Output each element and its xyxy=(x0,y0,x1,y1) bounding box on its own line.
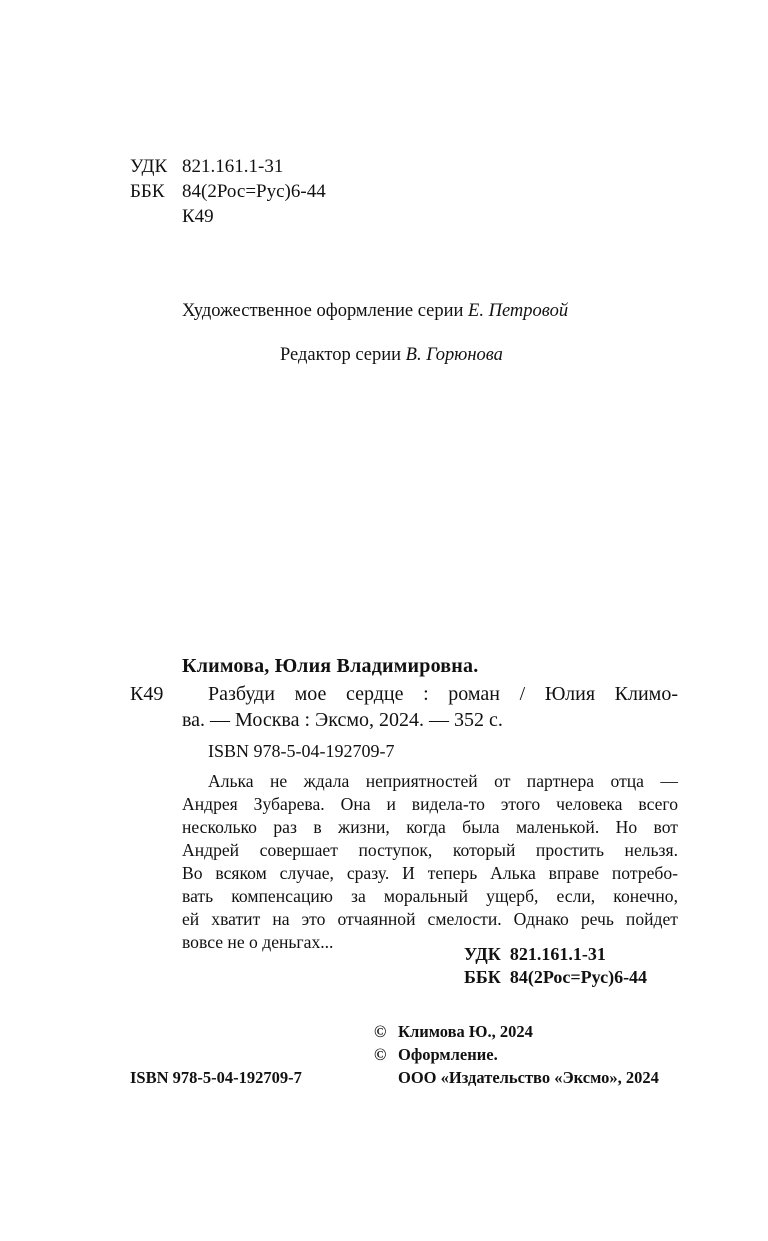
udk-value: 821.161.1-31 xyxy=(182,156,284,177)
design-prefix: Художественное оформление серии xyxy=(182,301,464,321)
copyright-author-text: Климова Ю., 2024 xyxy=(398,1022,533,1041)
annotation-line: несколько раз в жизни, когда была маленькой. Но вот xyxy=(182,817,678,837)
udk-label: УДК xyxy=(130,156,168,177)
copyright-design xyxy=(374,1045,498,1065)
annotation xyxy=(182,770,678,954)
bbk-value: 84(2Рос=Рус)6-44 xyxy=(182,181,326,202)
copyright-publisher: ООО «Издательство «Эксмо», 2024 xyxy=(398,1068,659,1087)
udk-top xyxy=(130,156,283,178)
copyright-author xyxy=(374,1022,533,1042)
title-line-1: Разбуди мое сердце : роман / Юлия Климо- xyxy=(208,683,678,705)
author-mark-top: К49 xyxy=(182,206,214,227)
udk-bottom: УДК 821.161.1-31 xyxy=(464,944,606,964)
copyright-icon: © xyxy=(374,1045,387,1064)
annotation-line: ей хватит на это отчаянной смелости. Однако речь пойдет xyxy=(182,909,678,929)
annotation-line: вать компенсацию за моральный ущерб, если, конечно, xyxy=(182,886,678,906)
copyright-icon: © xyxy=(374,1022,387,1041)
series-design-credit xyxy=(182,301,568,322)
editor-name: В. Горюнова xyxy=(405,345,503,365)
editor-prefix: Редактор серии xyxy=(280,345,402,365)
annotation-line: Во всяком случае, сразу. И теперь Алька вправе потребо- xyxy=(182,863,678,883)
annotation-line: Алька не ждала неприятностей от партнера отца — xyxy=(208,771,678,791)
bbk-label: ББК xyxy=(130,181,165,202)
bbk-bottom: ББК 84(2Рос=Рус)6-44 xyxy=(464,967,648,987)
designer-name: Е. Петровой xyxy=(468,301,569,321)
series-editor-credit xyxy=(280,345,503,366)
isbn-record: ISBN 978-5-04-192709-7 xyxy=(208,741,395,761)
annotation-line: Андрея Зубарева. Она и видела-то этого человека всего xyxy=(182,794,678,814)
author-heading: Климова, Юлия Владимировна. xyxy=(182,655,479,677)
annotation-line: Андрей совершает поступок, который простить нельзя. xyxy=(182,840,678,860)
title-line-2: ва. — Москва : Эксмо, 2024. — 352 с. xyxy=(182,709,503,731)
annotation-line: вовсе не о деньгах... xyxy=(182,932,334,952)
author-mark: К49 xyxy=(130,683,164,705)
copyright-design-text: Оформление. xyxy=(398,1045,498,1064)
isbn-bottom: ISBN 978-5-04-192709-7 xyxy=(130,1068,302,1087)
bbk-top xyxy=(130,181,326,203)
